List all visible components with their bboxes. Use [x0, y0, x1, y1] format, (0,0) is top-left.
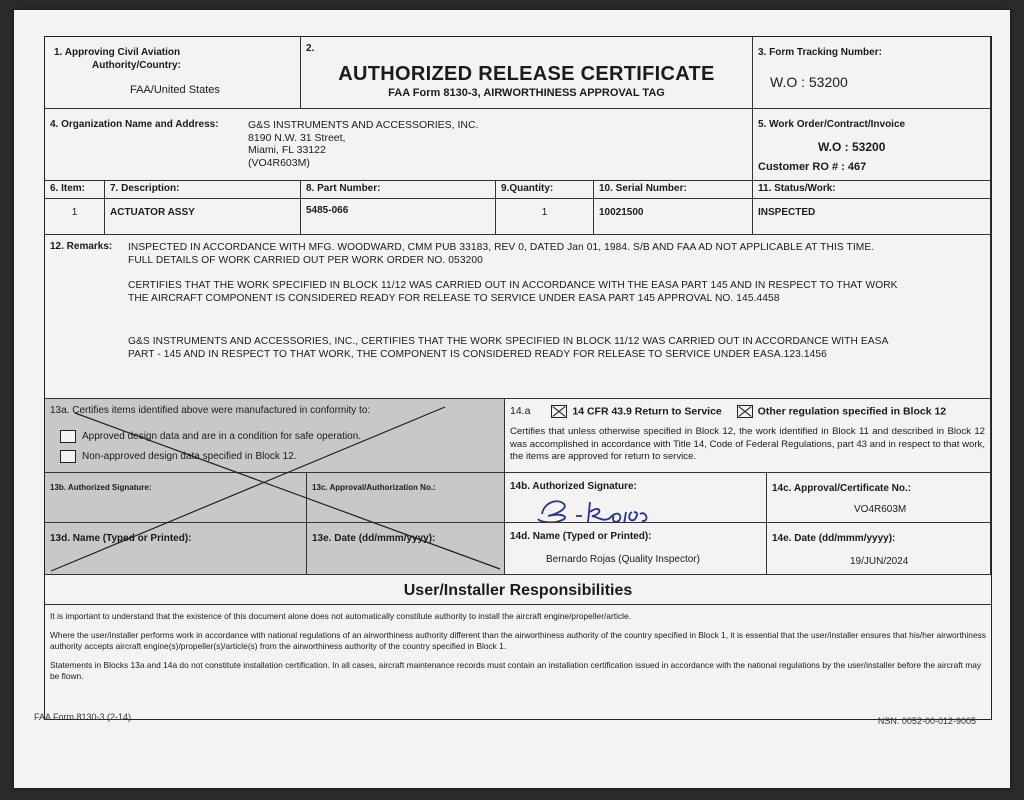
- block-1-label-line2: Authority/Country:: [92, 59, 181, 71]
- remarks-line-4: THE AIRCRAFT COMPONENT IS CONSIDERED READY FOR RELEASE TO SERVICE UNDER EASA PART 145 APPROVAL NO. 145.4458: [128, 293, 780, 305]
- block-14e-label: 14e. Date (dd/mmm/yyyy):: [772, 533, 896, 544]
- org-line-2: 8190 N.W. 31 Street,: [248, 131, 346, 144]
- block-14a-label: 14.a: [510, 405, 531, 418]
- remarks-label: 12. Remarks:: [50, 241, 113, 252]
- item-serial-number: 10021500: [594, 199, 753, 235]
- block-1: [45, 37, 301, 109]
- header-serial-number: 10. Serial Number:: [594, 181, 753, 199]
- responsibilities-paragraph-1: It is important to understand that the existence of this document alone does not automatically constitute authority to install the aircraft engine/propeller/article.: [50, 611, 631, 621]
- block-13b-label: 13b. Authorized Signature:: [50, 483, 152, 492]
- block-1-value: FAA/United States: [130, 84, 220, 96]
- header-part-number: 8. Part Number:: [301, 181, 496, 199]
- block-13c-label: 13c. Approval/Authorization No.:: [312, 483, 436, 492]
- block-13d-label: 13d. Name (Typed or Printed):: [50, 533, 192, 544]
- checkbox-other-regulation-checked[interactable]: [737, 405, 753, 418]
- work-order-value: W.O : 53200: [818, 139, 886, 154]
- header-status: 11. Status/Work:: [753, 181, 991, 199]
- org-line-4: (VO4R603M): [248, 156, 310, 169]
- block-14b: [505, 473, 767, 523]
- release-date: 19/JUN/2024: [850, 555, 909, 567]
- block-14e: [767, 523, 991, 575]
- block-3: [753, 37, 991, 109]
- inspector-name: Bernardo Rojas (Quality Inspector): [546, 553, 700, 565]
- option-approved-design-label: Approved design data and are in a condition for safe operation.: [82, 430, 362, 442]
- block-1-label-line1: 1. Approving Civil Aviation: [54, 47, 181, 58]
- form-tracking-number: W.O : 53200: [770, 73, 848, 90]
- block-5-label: 5. Work Order/Contract/Invoice: [758, 119, 906, 130]
- responsibilities-body: [45, 605, 991, 719]
- block-13e-label: 13e. Date (dd/mmm/yyyy):: [312, 533, 436, 544]
- item-number: 1: [45, 199, 105, 235]
- header-description: 7. Description:: [105, 181, 301, 199]
- remarks-line-1: INSPECTED IN ACCORDANCE WITH MFG. WOODWARD, CMM PUB 33183, REV 0, DATED Jan 01, 1984. S/B AND FAA AD NOT APPLICABLE AT THIS TIME.: [128, 242, 875, 253]
- block-14a-statement: Certifies that unless otherwise specified in Block 12, the work identified in Block 11 and described in Block 12 was accomplished in accordance with Title 14, Code of Federal Regulations, part 43 and in respect to that work, the items are approved for return to service.: [510, 426, 985, 463]
- block-13a-label: 13a. Certifies items identified above were manufactured in conformity to:: [50, 405, 371, 416]
- customer-ro: Customer RO # : 467: [758, 160, 867, 173]
- certificate-paper: [14, 10, 1010, 788]
- item-quantity: 1: [496, 199, 594, 235]
- item-part-number: 5485-066: [301, 199, 496, 235]
- block-12-remarks: [45, 235, 991, 399]
- block-2-number: 2.: [306, 43, 315, 54]
- option-other-regulation-label: Other regulation specified in Block 12: [757, 405, 947, 418]
- block-14d-label: 14d. Name (Typed or Printed):: [510, 531, 652, 542]
- org-line-3: Miami, FL 33122: [248, 144, 326, 157]
- remarks-line-2: FULL DETAILS OF WORK CARRIED OUT PER WORK ORDER NO. 053200: [128, 255, 483, 267]
- block-4: [45, 109, 753, 181]
- nsn-number: NSN: 0052-00-012-9005: [877, 716, 976, 726]
- option-14cfr-label: 14 CFR 43.9 Return to Service: [572, 405, 722, 418]
- block-4-label: 4. Organization Name and Address:: [50, 119, 219, 130]
- block-14c-label: 14c. Approval/Certificate No.:: [772, 483, 912, 494]
- block-14b-label: 14b. Authorized Signature:: [510, 481, 637, 492]
- form-title: AUTHORIZED RELEASE CERTIFICATE: [338, 62, 715, 85]
- remarks-line-6: PART - 145 AND IN RESPECT TO THAT WORK, THE COMPONENT IS CONSIDERED READY FOR RELEASE TO SERVICE UNDER EASA.123.1456: [128, 349, 827, 361]
- responsibilities-paragraph-2: Where the user/installer performs work in accordance with national regulations of an airworthiness authority different than the airworthiness authority of the country specified in Block 1, it is essential that the user/installer ensures that his/her airworthiness authority accepts aircraft engine(s)/propeller(s)/article(s) from the airworthiness authority of the country specified in Block 1.: [50, 629, 986, 651]
- block-14a: [505, 399, 991, 473]
- header-quantity: 9.Quantity:: [496, 181, 594, 199]
- form-subtitle: FAA Form 8130-3, AIRWORTHINESS APPROVAL TAG: [388, 86, 665, 99]
- signature-graphic: [534, 492, 684, 524]
- form-frame: [44, 36, 992, 720]
- authorized-signature: [534, 492, 761, 524]
- block-14d: [505, 523, 767, 575]
- item-status: INSPECTED: [753, 199, 991, 235]
- block-14c: [767, 473, 991, 523]
- responsibilities-title: User/Installer Responsibilities: [403, 582, 633, 599]
- responsibilities-header: [45, 575, 991, 605]
- void-cross-mark: [45, 399, 505, 575]
- approval-certificate-number: VO4R603M: [854, 503, 907, 515]
- header-item: 6. Item:: [45, 181, 105, 199]
- option-non-approved-design-label: Non-approved design data specified in Block 12.: [82, 451, 297, 463]
- item-description: ACTUATOR ASSY: [105, 199, 301, 235]
- remarks-line-5: G&S INSTRUMENTS AND ACCESSORIES, INC., CERTIFIES THAT THE WORK SPECIFIED IN BLOCK 11/12 WAS CARRIED OUT IN ACCORDANCE WITH EASA: [128, 336, 889, 348]
- responsibilities-paragraph-3: Statements in Blocks 13a and 14a do not constitute installation certification. In all cases, aircraft maintenance records must contain an installation certification issued in accordance with the national regulations by the user/installer before the aircraft may be flown.: [50, 659, 982, 681]
- checkbox-14cfr-checked[interactable]: [551, 405, 567, 418]
- form-number: FAA Form 8130-3 (2-14): [34, 712, 132, 722]
- remarks-line-3: CERTIFIES THAT THE WORK SPECIFIED IN BLOCK 11/12 WAS CARRIED OUT IN ACCORDANCE WITH THE EASA PART 145 AND IN RESPECT TO THAT WORK: [128, 280, 898, 292]
- block-5: [753, 109, 991, 181]
- org-line-1: G&S INSTRUMENTS AND ACCESSORIES, INC.: [248, 119, 479, 131]
- block-2: [301, 37, 753, 109]
- block-3-label: 3. Form Tracking Number:: [758, 47, 882, 58]
